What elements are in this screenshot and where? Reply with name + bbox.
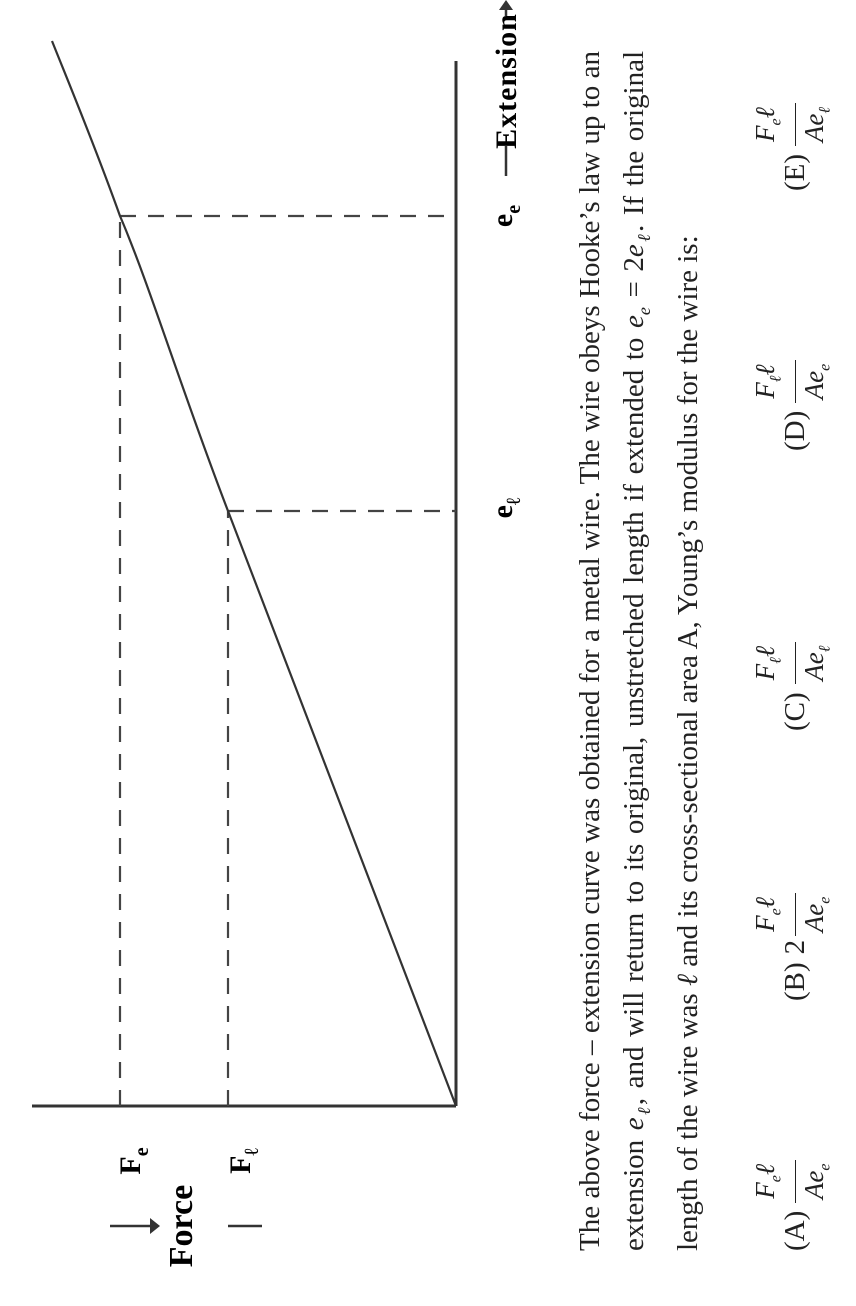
force-label: Force (163, 1184, 200, 1268)
question-part-2: , and will return to its original, unstretched length if extended to (618, 328, 650, 1106)
question-text (568, 51, 710, 1251)
answer-options (745, 51, 845, 1251)
option-label: (D) (778, 410, 811, 451)
option-c[interactable] (745, 642, 845, 731)
option-b[interactable] (745, 893, 845, 1001)
symbol-e-l: $e_\ell$ (618, 1105, 654, 1131)
option-coefficient: 2 (778, 939, 811, 955)
force-axis-label (110, 1185, 262, 1267)
option-d[interactable] (745, 360, 845, 451)
arrow-icon (499, 0, 513, 10)
option-fraction: $F_\ell\ell$ $Ae_\ell$ (750, 642, 840, 684)
option-label: (A) (778, 1210, 811, 1251)
option-fraction: $F_e\ell$ $Ae_\ell$ (750, 103, 840, 146)
equation-equals: = 2 (618, 257, 650, 308)
option-fraction: $F_e\ell$ $Ae_e$ (750, 1160, 840, 1203)
option-e[interactable] (745, 103, 845, 191)
option-label: (E) (778, 153, 811, 191)
option-label: (C) (778, 692, 811, 731)
tick-e-e: $e_e$ (486, 204, 525, 228)
equation-e-l: $e_\ell$ (618, 231, 654, 258)
tick-F-l: $F_\ell$ (224, 1148, 263, 1174)
option-a[interactable] (745, 1160, 845, 1251)
tick-F-e: $F_e$ (114, 1147, 153, 1175)
option-fraction: $F_\ell\ell$ $Ae_e$ (750, 360, 840, 402)
force-extension-curve (52, 41, 456, 1106)
question-part-4: and its cross-sectional area A, Young’s modulus for the wire is: (671, 235, 704, 974)
option-label: (B) (778, 962, 811, 1001)
symbol-ell: ℓ (671, 973, 704, 987)
equation-e-e: $e_e$ (618, 307, 654, 328)
arrow-icon (150, 1218, 160, 1234)
question-part-1: The above force – extension curve was obtained for a metal wire. The wire obeys Hooke’s law up to an extension (574, 51, 650, 1251)
extension-label: Extension (490, 13, 523, 149)
option-fraction: $F_e\ell$ $Ae_e$ (750, 893, 840, 936)
extension-axis-label (490, 0, 523, 176)
tick-e-l: $e_\ell$ (486, 497, 525, 519)
question-part-3: . If the original length of the wire was (618, 50, 704, 1251)
